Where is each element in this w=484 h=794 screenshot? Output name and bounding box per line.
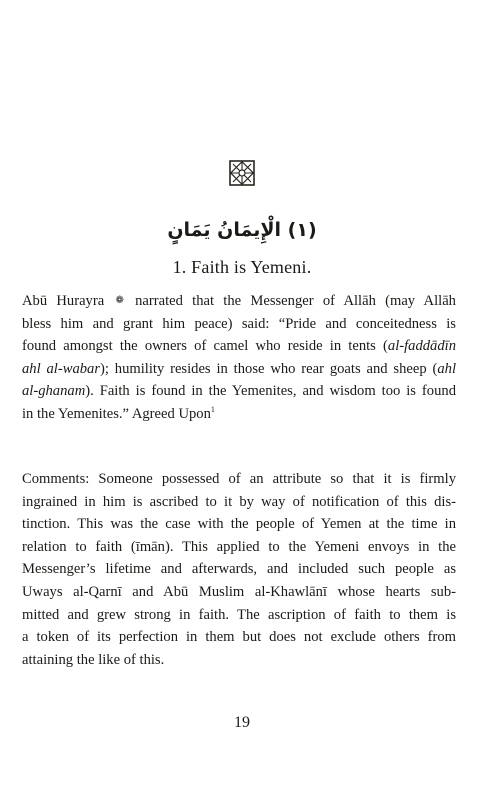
honorific-icon: ❁ (115, 295, 124, 306)
arabic-chapter-title: (١) الْإِيمَانُ يَمَانٍ (167, 219, 317, 241)
text-line: Messenger’s lifetime and afterwards, and included such people as (22, 561, 456, 578)
text-line: al-ghanam). Faith is found in the Yemenites, and wisdom too is found (22, 383, 456, 400)
hadith-paragraph (22, 290, 456, 426)
ornament-icon (229, 160, 255, 186)
text-line: Comments: Someone possessed of an attribute so that it is firmly (22, 471, 456, 487)
footnote-marker: 1 (210, 405, 215, 415)
text-line: tinction. This was the case with the people of Yemen at the time in (22, 516, 456, 533)
text-line: mitted and grew strong in faith. The ascription of faith to them is (22, 606, 456, 623)
page-number: 19 (234, 714, 250, 731)
text-line: in the Yemenites.” Agreed Upon$^1$ (22, 405, 215, 422)
text-line: Abū Hurayra ❁ narrated that the Messenger of Allāh (may Allāh (22, 290, 456, 313)
english-chapter-title: 1. Faith is Yemeni. (172, 257, 312, 277)
text-line: a token of its perfection in them but does not exclude others from (22, 629, 456, 646)
text-line: ingrained in him is ascribed to it by way of notification of this dis- (22, 493, 456, 510)
text-line: bless him and grant him peace) said: “Pride and conceitedness is (22, 315, 456, 332)
text-line: ahl al-wabar); humility resides in those who rear goats and sheep (ahl (22, 360, 457, 377)
text-line: attaining the like of this. (22, 651, 165, 668)
text-line: found amongst the owners of camel who reside in tents (al-faddādīn (22, 338, 456, 355)
text-line: Uways al-Qarnī and Abū Muslim al-Khawlānī whose hearts sub- (22, 583, 456, 600)
comments-paragraph (22, 468, 456, 671)
text-line: relation to faith (īmān). This applied to the Yemeni envoys in the (22, 538, 456, 555)
